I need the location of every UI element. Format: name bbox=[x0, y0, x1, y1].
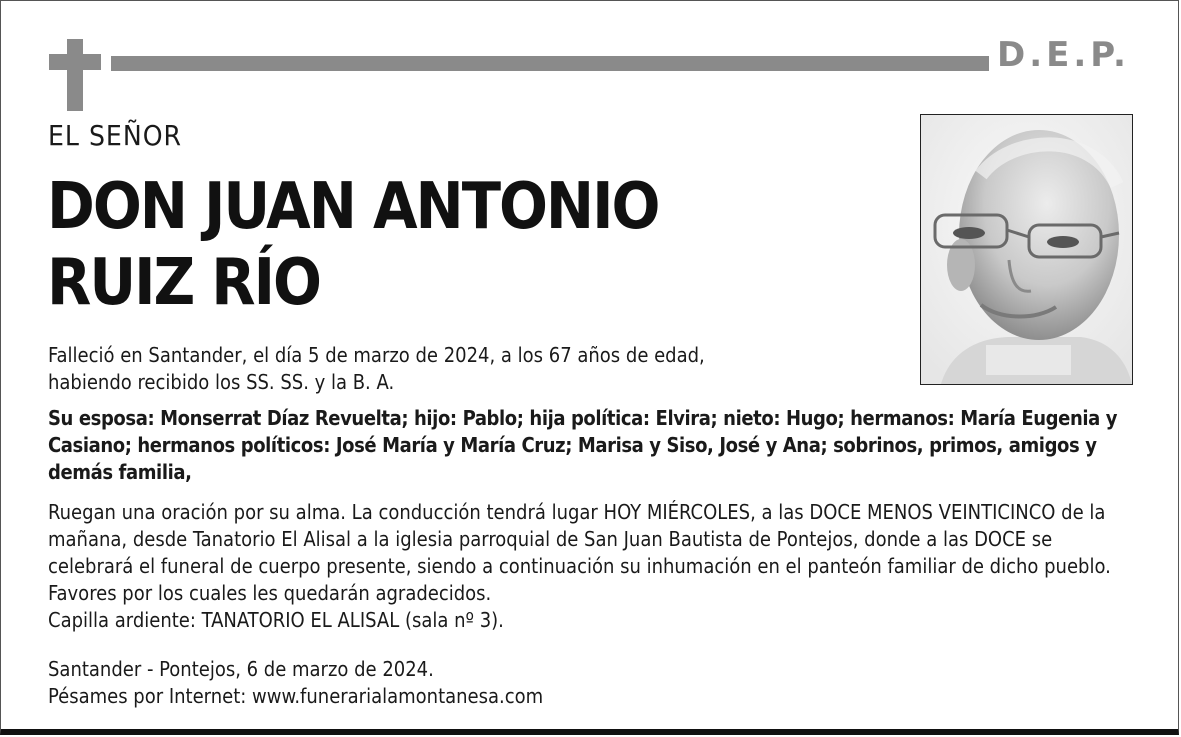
cross-icon bbox=[67, 39, 83, 111]
deceased-name bbox=[47, 169, 658, 321]
service-details bbox=[48, 499, 1138, 634]
deceased-name-line2: RUIZ RÍO bbox=[47, 246, 320, 320]
condolences-link[interactable]: Pésames por Internet: www.funerarialamontanesa.com bbox=[48, 684, 544, 708]
chapel-text: Capilla ardiente: TANATORIO EL ALISAL (sala nº 3). bbox=[48, 608, 504, 632]
cross-icon-bar bbox=[49, 54, 101, 70]
service-text: Ruegan una oración por su alma. La conducción tendrá lugar HOY MIÉRCOLES, a las DOCE MENOS VEINTICINCO de la mañana, desde Tanatorio El Alisal a la iglesia parroquial de San Juan Bautista de Pontejos, donde a las DOCE se celebrará el funeral de cuerpo presente, siendo a continuación su inhumación en el panteón familiar de dicho pueblo. Favores por los cuales les quedarán agradecidos. bbox=[48, 500, 1111, 605]
dep-label: D.E.P. bbox=[997, 35, 1130, 75]
honorific-title: EL SEÑOR bbox=[48, 119, 183, 152]
portrait-photo bbox=[920, 114, 1133, 385]
footer bbox=[48, 656, 948, 710]
death-line1: Falleció en Santander, el día 5 de marzo de 2024, a los 67 años de edad, bbox=[48, 343, 705, 367]
death-line2: habiendo recibido los SS. SS. y la B. A. bbox=[48, 370, 395, 394]
place-date: Santander - Pontejos, 6 de marzo de 2024. bbox=[48, 657, 434, 681]
deceased-name-line1: DON JUAN ANTONIO bbox=[47, 170, 659, 244]
header-rule bbox=[111, 56, 989, 71]
death-details bbox=[48, 342, 908, 396]
family-members: Su esposa: Monserrat Díaz Revuelta; hijo: Pablo; hija política: Elvira; nieto: Hugo; hermanos: María Eugenia y Casiano; hermanos políticos: José María y María Cruz; Marisa y Siso, José y Ana; sobrinos, primos, amigos y demás familia, bbox=[48, 406, 1118, 484]
portrait-icon bbox=[921, 115, 1132, 384]
